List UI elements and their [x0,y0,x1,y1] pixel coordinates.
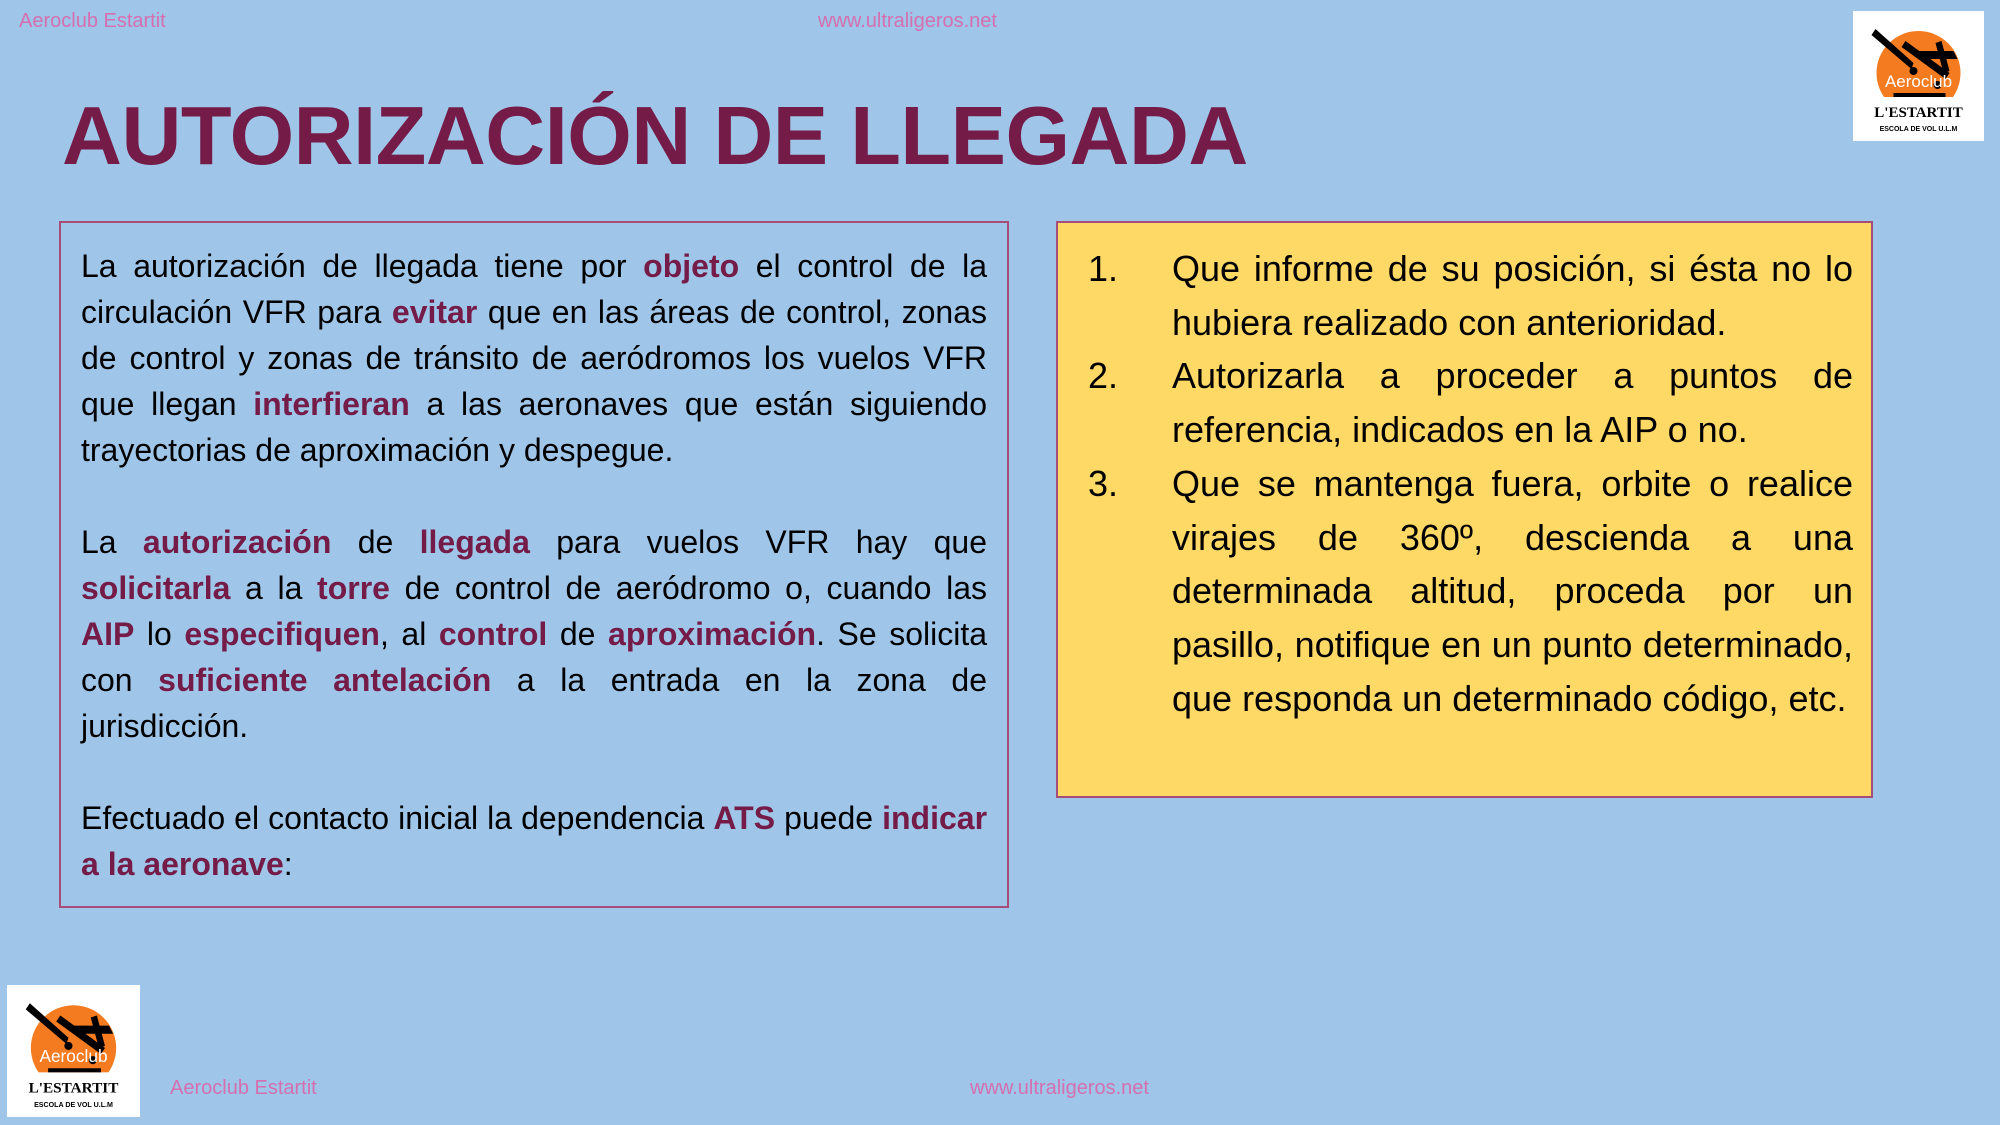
aeroclub-logo-icon [7,985,140,1117]
instructions-list-box [1056,221,1873,798]
club-logo-bottom [7,985,140,1117]
svg-text:ESCOLA DE VOL U.L.M: ESCOLA DE VOL U.L.M [34,1100,113,1109]
paragraph-request: La autorización de llegada para vuelos VFR hay que solicitarla a la torre de control de aeródromo o, cuando las AIP lo especifiquen, al control de aproximación. Se solicita con suficiente antelación a la entrada en la zona de jurisdicción. [81,524,988,744]
list-item [1088,349,1853,456]
list-item [1088,242,1853,349]
aeroclub-logo-icon [1853,11,1984,141]
list-item-number: 2. [1088,355,1119,397]
svg-text:L'ESTARTIT: L'ESTARTIT [1874,105,1963,121]
page-title: AUTORIZACIÓN DE LLEGADA [62,89,1248,182]
paragraph-objective: La autorización de llegada tiene por objeto el control de la circulación VFR para evitar que en las áreas de control, zonas de control y zonas de tránsito de aeródromos los vuelos VFR que llegan interfieran a las aeronaves que están siguiendo trayectorias de aproximación y despegue. [81,248,988,468]
svg-text:Aeroclub: Aeroclub [39,1046,108,1067]
description-box [59,221,1009,908]
svg-text:Aeroclub: Aeroclub [1884,72,1953,91]
list-item-text: Que informe de su posición, si ésta no lo hubiera realizado con anterioridad. [1172,248,1853,343]
svg-text:ESCOLA DE VOL U.L.M: ESCOLA DE VOL U.L.M [1879,126,1958,133]
list-item-number: 3. [1088,462,1119,504]
header-website: www.ultraligeros.net [818,10,997,32]
list-item-text: Autorizarla a proceder a puntos de referencia, indicados en la AIP o no. [1172,355,1853,451]
footer-club-name: Aeroclub Estartit [170,1077,317,1099]
list-item-number: 1. [1088,248,1119,289]
list-item-text: Que se mantenga fuera, orbite o realice virajes de 360º, descienda a una determinada altitud, proceda por un pasillo, notifique en un punto determinado, que responda un determinado código, etc. [1172,462,1853,719]
header-club-name: Aeroclub Estartit [19,10,166,32]
list-item [1088,457,1853,726]
svg-text:L'ESTARTIT: L'ESTARTIT [28,1079,119,1097]
club-logo-top [1853,11,1984,141]
footer-website: www.ultraligeros.net [970,1077,1149,1099]
paragraph-ats-contact: Efectuado el contacto inicial la dependencia ATS puede indicar a la aeronave: [81,800,988,882]
